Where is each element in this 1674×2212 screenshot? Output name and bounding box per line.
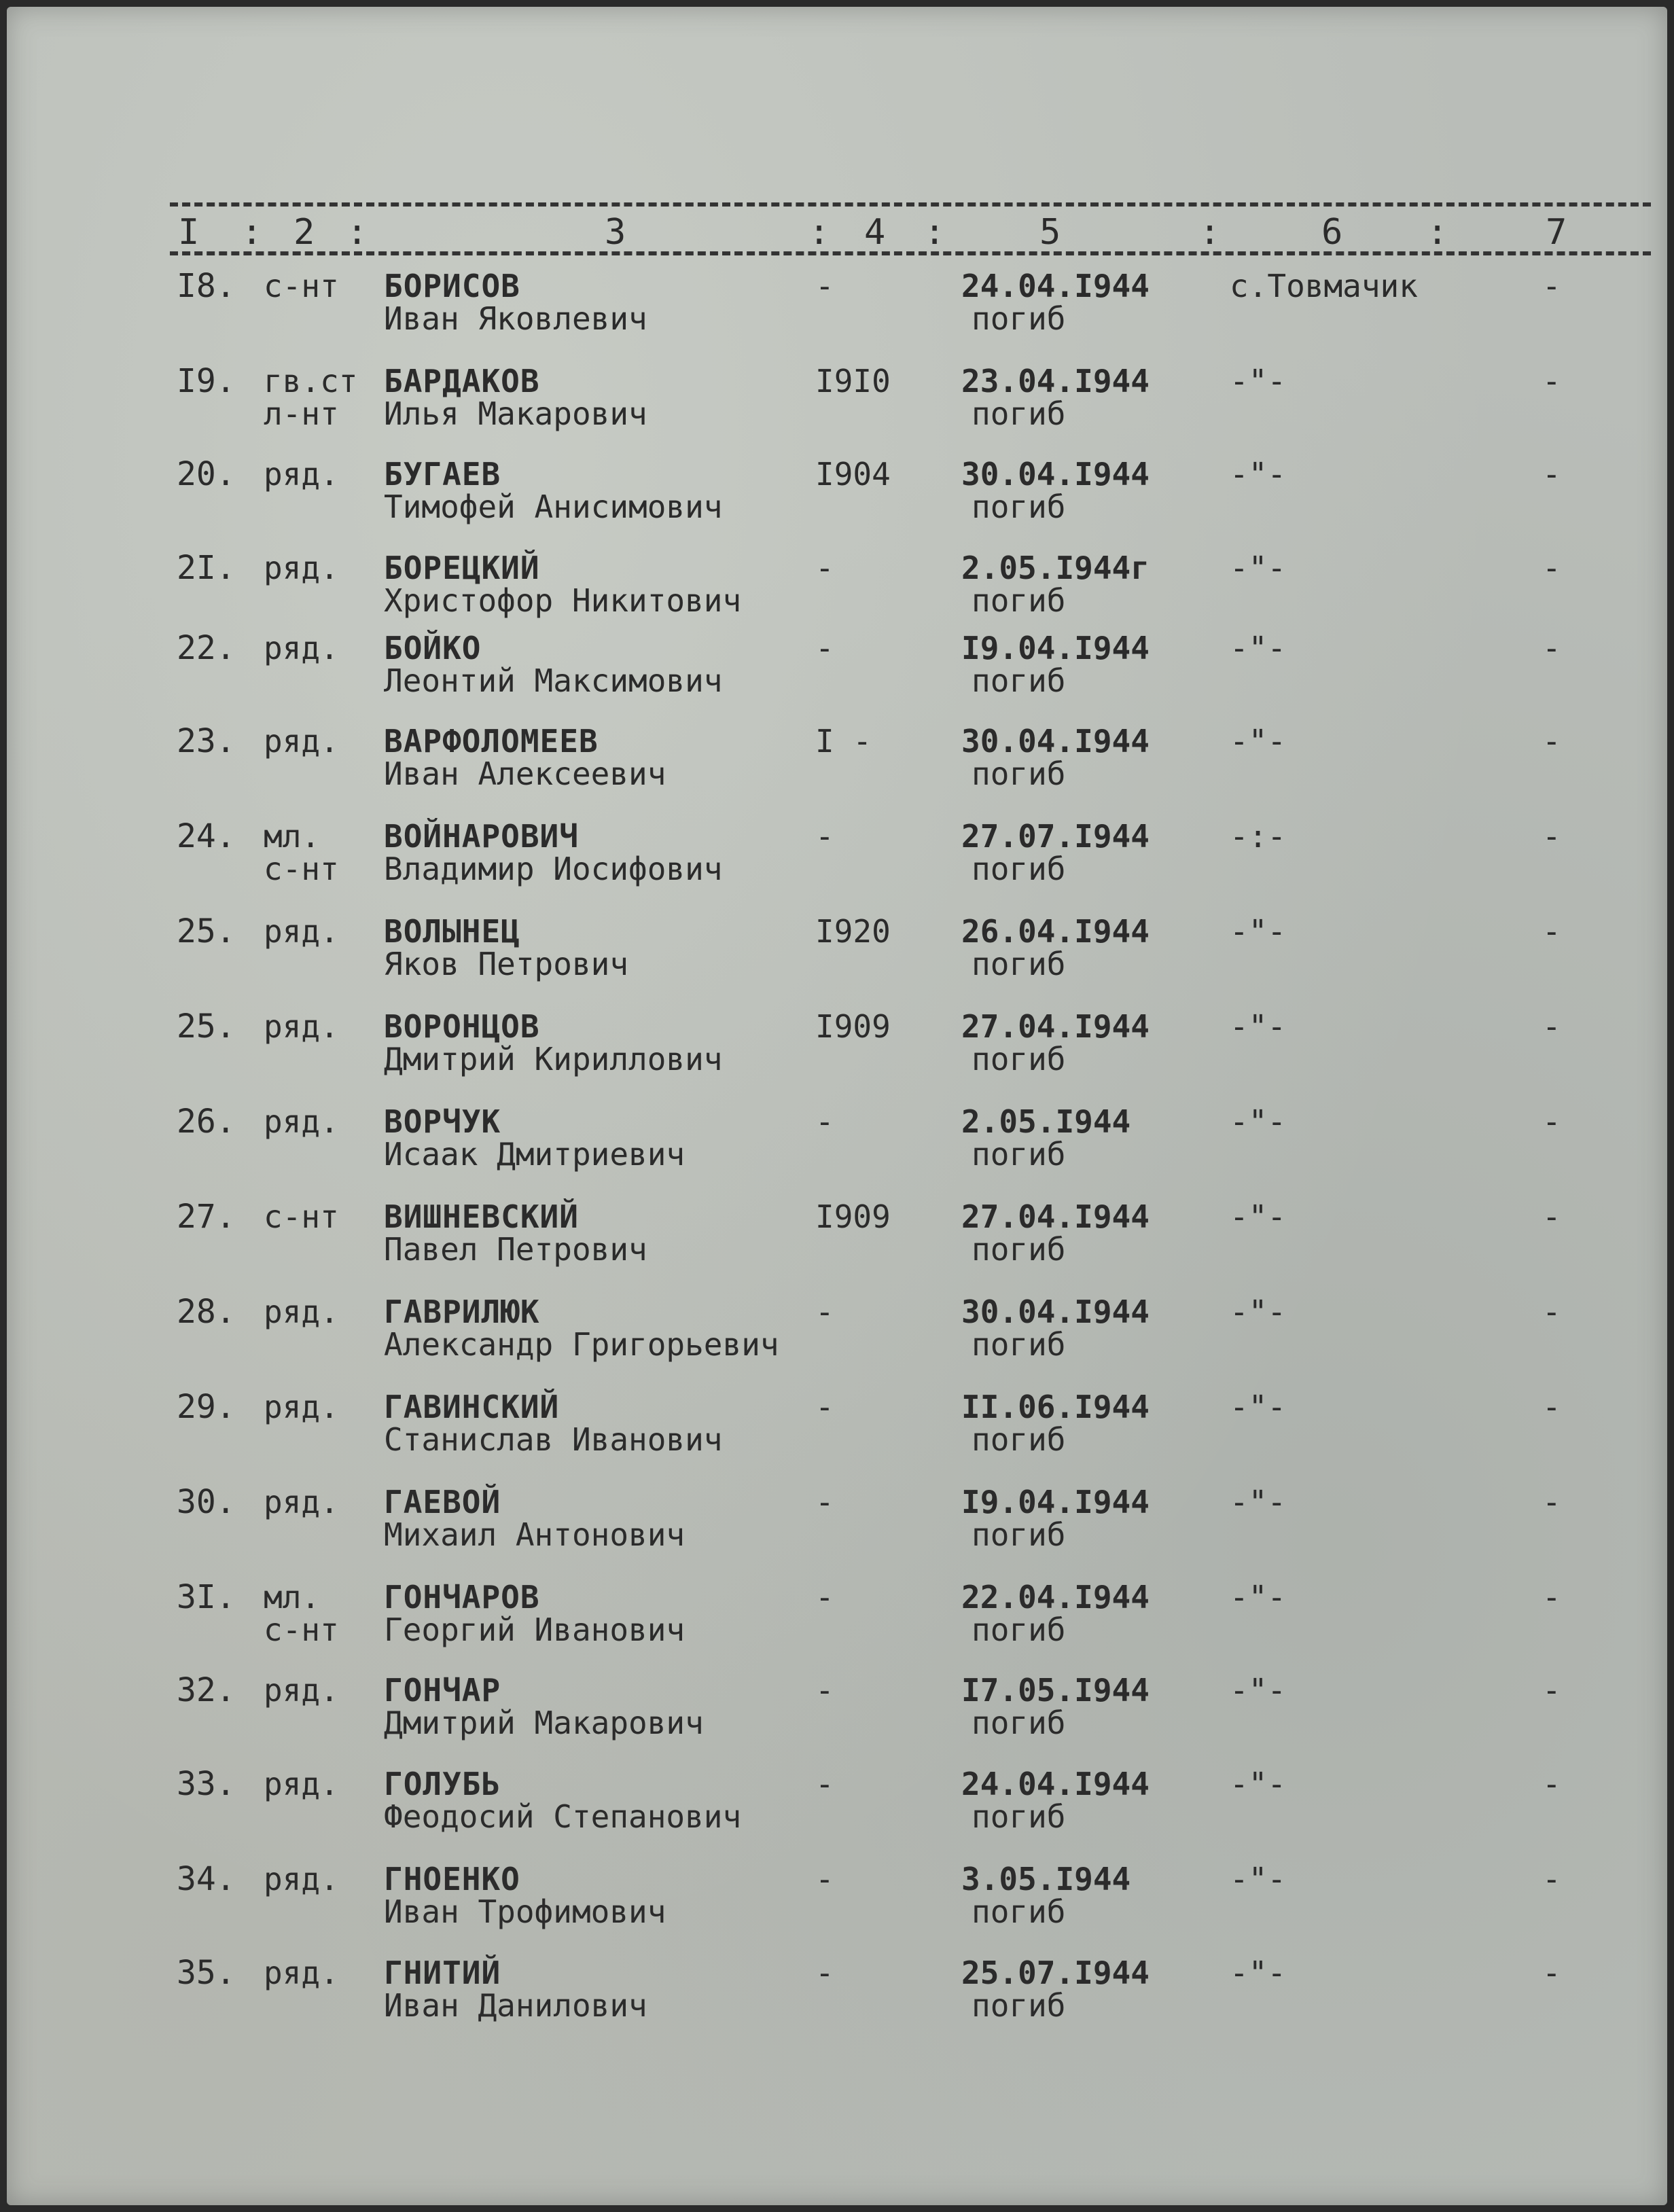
surname: ВОЙНАРОВИЧ (384, 818, 579, 855)
surname: ГАЕВОЙ (384, 1484, 501, 1520)
rank: ряд. (264, 1955, 339, 1991)
surname: БОРЕЦКИЙ (384, 550, 540, 586)
death-date: 22.04.I944 (961, 1579, 1150, 1616)
table-row (7, 457, 1667, 552)
column-separator: : (808, 212, 830, 253)
rank: ряд. (264, 723, 339, 760)
given-name-patronymic: Михаил Антонович (384, 1516, 685, 1553)
given-name-patronymic: Павел Петрович (384, 1231, 647, 1268)
surname: ВОРОНЦОВ (384, 1008, 540, 1045)
status: погиб (972, 1893, 1066, 1930)
birth-year: - (815, 1389, 834, 1425)
column-7-value: - (1542, 550, 1561, 586)
row-number: 33. (177, 1765, 236, 1803)
birth-year: - (815, 1955, 834, 1991)
row-number: 32. (177, 1671, 236, 1709)
surname: ВОЛЫНЕЦ (384, 913, 520, 950)
status: погиб (972, 1231, 1066, 1268)
death-date: 26.04.I944 (961, 913, 1150, 950)
row-number: I9. (177, 362, 236, 400)
row-number: 35. (177, 1954, 236, 1992)
rank: мл. (264, 1579, 321, 1616)
table-row (7, 914, 1667, 1009)
rank: ряд. (264, 1672, 339, 1709)
surname: БОЙКО (384, 630, 482, 666)
death-date: I7.05.I944 (961, 1672, 1150, 1709)
rank: ряд. (264, 1389, 339, 1425)
death-date: 3.05.I944 (961, 1861, 1131, 1897)
row-number: 23. (177, 722, 236, 760)
birth-year: - (815, 1484, 834, 1520)
column-7-value: - (1542, 1389, 1561, 1425)
rank: ряд. (264, 1861, 339, 1897)
row-number: 24. (177, 817, 236, 855)
column-7-value: - (1542, 1103, 1561, 1140)
row-number: 29. (177, 1388, 236, 1426)
death-date: 24.04.I944 (961, 268, 1150, 304)
column-7-value: - (1542, 1672, 1561, 1709)
given-name-patronymic: Леонтий Максимович (384, 662, 723, 699)
given-name-patronymic: Александр Григорьевич (384, 1326, 779, 1363)
table-row (7, 1199, 1667, 1294)
column-7-value: - (1542, 1294, 1561, 1330)
burial-place: -"- (1230, 1008, 1287, 1045)
status: погиб (972, 851, 1066, 887)
burial-place: -"- (1230, 1484, 1287, 1520)
given-name-patronymic: Георгий Иванович (384, 1611, 685, 1648)
given-name-patronymic: Яков Петрович (384, 946, 629, 982)
table-row (7, 1955, 1667, 2050)
status: погиб (972, 1326, 1066, 1363)
status: погиб (972, 395, 1066, 432)
column-number-7: 7 (1546, 212, 1567, 253)
column-number-1: I (178, 212, 200, 253)
birth-year: I904 (815, 456, 891, 493)
status: погиб (972, 582, 1066, 619)
rank: ряд. (264, 1294, 339, 1330)
birth-year: - (815, 1294, 834, 1330)
column-7-value: - (1542, 818, 1561, 855)
surname: БОРИСОВ (384, 268, 520, 304)
given-name-patronymic: Феодосий Степанович (384, 1798, 742, 1835)
column-7-value: - (1542, 1008, 1561, 1045)
death-date: 24.04.I944 (961, 1766, 1150, 1802)
column-7-value: - (1542, 268, 1561, 304)
row-number: 34. (177, 1860, 236, 1898)
column-7-value: - (1542, 913, 1561, 950)
surname: ВАРФОЛОМЕЕВ (384, 723, 599, 760)
column-number-6: 6 (1321, 212, 1343, 253)
rank: ряд. (264, 630, 339, 666)
burial-place: -"- (1230, 913, 1287, 950)
column-number-2: 2 (293, 212, 315, 253)
burial-place: -"- (1230, 1955, 1287, 1991)
surname: ВИШНЕВСКИЙ (384, 1198, 579, 1235)
birth-year: I909 (815, 1198, 891, 1235)
column-7-value: - (1542, 1861, 1561, 1897)
rank: ряд. (264, 456, 339, 493)
death-date: 2.05.I944г (961, 550, 1150, 586)
death-date: 25.07.I944 (961, 1955, 1150, 1991)
burial-place: -"- (1230, 1294, 1287, 1330)
death-date: 23.04.I944 (961, 363, 1150, 399)
burial-place: -"- (1230, 1579, 1287, 1616)
status: погиб (972, 1421, 1066, 1458)
death-date: 27.04.I944 (961, 1008, 1150, 1045)
column-7-value: - (1542, 1766, 1561, 1802)
birth-year: - (815, 1103, 834, 1140)
status: погиб (972, 662, 1066, 699)
surname: ГОНЧАР (384, 1672, 501, 1709)
rank: ряд. (264, 550, 339, 586)
surname: ВОРЧУК (384, 1103, 501, 1140)
birth-year: - (815, 550, 834, 586)
birth-year: - (815, 1766, 834, 1802)
column-separator: : (346, 212, 368, 253)
table-row (7, 1673, 1667, 1768)
rank: ряд. (264, 1484, 339, 1520)
row-number: 25. (177, 1007, 236, 1046)
column-number-4: 4 (864, 212, 886, 253)
table-row (7, 1294, 1667, 1389)
death-date: I9.04.I944 (961, 630, 1150, 666)
column-number-5: 5 (1039, 212, 1061, 253)
rank: ряд. (264, 1008, 339, 1045)
row-number: 25. (177, 912, 236, 950)
burial-place: -"- (1230, 1389, 1287, 1425)
given-name-patronymic: Станислав Иванович (384, 1421, 723, 1458)
status: погиб (972, 1136, 1066, 1173)
burial-place: -"- (1230, 630, 1287, 666)
burial-place: -"- (1230, 363, 1287, 399)
birth-year: I909 (815, 1008, 891, 1045)
row-number: 2I. (177, 549, 236, 587)
rank: гв.ст (264, 363, 358, 399)
table-row (7, 724, 1667, 819)
surname: ГНОЕНКО (384, 1861, 520, 1897)
column-7-value: - (1542, 1484, 1561, 1520)
given-name-patronymic: Христофор Никитович (384, 582, 742, 619)
table-row (7, 1861, 1667, 1957)
rank-line-2: с-нт (264, 1611, 339, 1648)
surname: БУГАЕВ (384, 456, 501, 493)
rank: с-нт (264, 1198, 339, 1235)
table-row (7, 1766, 1667, 1861)
birth-year: - (815, 268, 834, 304)
birth-year: I920 (815, 913, 891, 950)
birth-year: - (815, 1861, 834, 1897)
surname: БАРДАКОВ (384, 363, 540, 399)
status: погиб (972, 300, 1066, 337)
table-row (7, 363, 1667, 459)
burial-place: -"- (1230, 723, 1287, 760)
column-7-value: - (1542, 630, 1561, 666)
status: погиб (972, 1611, 1066, 1648)
table-row (7, 819, 1667, 914)
death-date: 30.04.I944 (961, 723, 1150, 760)
death-date: 2.05.I944 (961, 1103, 1131, 1140)
death-date: II.06.I944 (961, 1389, 1150, 1425)
row-number: 28. (177, 1293, 236, 1331)
column-7-value: - (1542, 1579, 1561, 1616)
surname: ГАВИНСКИЙ (384, 1389, 560, 1425)
surname: ГАВРИЛЮК (384, 1294, 540, 1330)
table-row (7, 1484, 1667, 1580)
rank: ряд. (264, 913, 339, 950)
burial-place: -"- (1230, 1103, 1287, 1140)
column-separator: : (1199, 212, 1221, 253)
birth-year: - (815, 630, 834, 666)
row-number: 22. (177, 629, 236, 667)
column-7-value: - (1542, 1955, 1561, 1991)
surname: ГНИТИЙ (384, 1955, 501, 1991)
birth-year: - (815, 1672, 834, 1709)
given-name-patronymic: Иван Данилович (384, 1987, 647, 2024)
rank: мл. (264, 818, 321, 855)
row-number: 26. (177, 1103, 236, 1141)
row-number: 3I. (177, 1578, 236, 1616)
status: погиб (972, 1041, 1066, 1077)
column-number-3: 3 (605, 212, 626, 253)
rank-line-2: л-нт (264, 395, 339, 432)
row-number: I8. (177, 267, 236, 305)
burial-place: -"- (1230, 1198, 1287, 1235)
status: погиб (972, 488, 1066, 525)
given-name-patronymic: Тимофей Анисимович (384, 488, 723, 525)
birth-year: - (815, 1579, 834, 1616)
given-name-patronymic: Иван Яковлевич (384, 300, 647, 337)
column-separator: : (924, 212, 946, 253)
status: погиб (972, 1987, 1066, 2024)
given-name-patronymic: Дмитрий Макарович (384, 1705, 704, 1741)
column-separator: : (241, 212, 263, 253)
row-number: 27. (177, 1198, 236, 1236)
given-name-patronymic: Иван Трофимович (384, 1893, 666, 1930)
surname: ГОНЧАРОВ (384, 1579, 540, 1616)
death-date: 30.04.I944 (961, 456, 1150, 493)
given-name-patronymic: Дмитрий Кириллович (384, 1041, 723, 1077)
column-7-value: - (1542, 456, 1561, 493)
column-7-value: - (1542, 723, 1561, 760)
death-date: 27.04.I944 (961, 1198, 1150, 1235)
column-7-value: - (1542, 1198, 1561, 1235)
burial-place: -"- (1230, 1766, 1287, 1802)
table-row (7, 268, 1667, 363)
burial-place: -"- (1230, 1861, 1287, 1897)
table-row (7, 1009, 1667, 1104)
death-date: I9.04.I944 (961, 1484, 1150, 1520)
burial-place: с.Товмачик (1230, 268, 1418, 304)
death-date: 30.04.I944 (961, 1294, 1150, 1330)
table-row (7, 1104, 1667, 1199)
table-row (7, 630, 1667, 726)
status: погиб (972, 946, 1066, 982)
rank: ряд. (264, 1766, 339, 1802)
column-separator: : (1427, 212, 1448, 253)
burial-place: -"- (1230, 550, 1287, 586)
birth-year: - (815, 818, 834, 855)
burial-place: -"- (1230, 1672, 1287, 1709)
burial-place: -:- (1230, 818, 1287, 855)
rank: с-нт (264, 268, 339, 304)
table-row (7, 1389, 1667, 1484)
header-top-rule (170, 202, 1651, 207)
status: погиб (972, 1516, 1066, 1553)
document-page (7, 7, 1667, 2205)
status: погиб (972, 1705, 1066, 1741)
column-7-value: - (1542, 363, 1561, 399)
rank-line-2: с-нт (264, 851, 339, 887)
burial-place: -"- (1230, 456, 1287, 493)
row-number: 20. (177, 455, 236, 493)
row-number: 30. (177, 1483, 236, 1521)
death-date: 27.07.I944 (961, 818, 1150, 855)
table-row (7, 1580, 1667, 1675)
rank: ряд. (264, 1103, 339, 1140)
status: погиб (972, 1798, 1066, 1835)
birth-year: I9I0 (815, 363, 891, 399)
given-name-patronymic: Исаак Дмитриевич (384, 1136, 685, 1173)
birth-year: I - (815, 723, 872, 760)
given-name-patronymic: Владимир Иосифович (384, 851, 723, 887)
surname: ГОЛУБЬ (384, 1766, 501, 1802)
given-name-patronymic: Иван Алексеевич (384, 755, 666, 792)
given-name-patronymic: Илья Макарович (384, 395, 647, 432)
status: погиб (972, 755, 1066, 792)
